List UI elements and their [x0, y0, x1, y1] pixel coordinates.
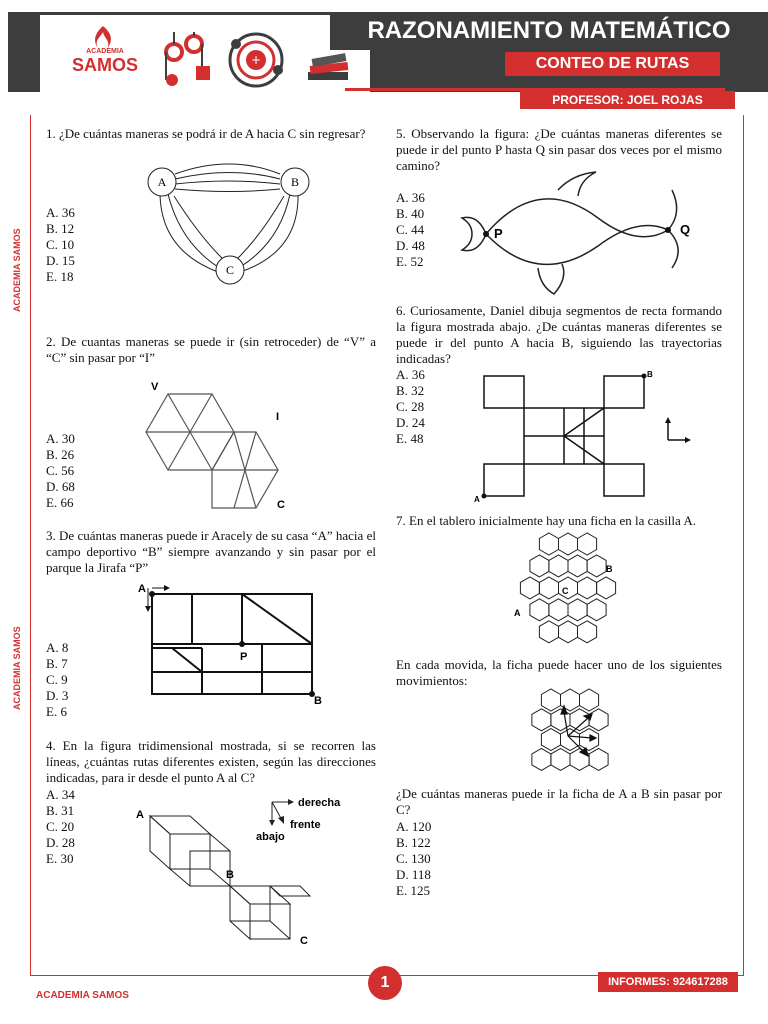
option: B. 26 — [46, 447, 75, 462]
option: C. 56 — [46, 463, 75, 478]
atom-icon — [226, 30, 286, 90]
option: C. 130 — [396, 851, 431, 866]
option: C. 44 — [396, 222, 425, 237]
point-label: C — [300, 935, 308, 947]
vertex-label: C — [277, 499, 285, 511]
hex-cell — [580, 689, 599, 711]
hex-cell — [578, 621, 597, 643]
page-number: 1 — [368, 966, 402, 1000]
option: B. 122 — [396, 835, 431, 850]
hex-cell — [559, 621, 578, 643]
option: B. 7 — [46, 656, 68, 671]
option: D. 68 — [46, 479, 75, 494]
vertex-label: I — [276, 411, 280, 423]
point-label: A — [474, 495, 480, 504]
hex-cell — [587, 599, 606, 621]
node-label: C — [225, 263, 235, 277]
hex-cell — [587, 555, 606, 577]
hex-cell — [532, 748, 551, 770]
option: D. 3 — [46, 688, 69, 703]
option: B. 40 — [396, 206, 425, 221]
question-2-options — [46, 431, 75, 511]
option: D. 24 — [396, 415, 425, 430]
point-label: A — [138, 583, 146, 595]
direction-label: derecha — [298, 797, 341, 809]
hex-cell — [589, 748, 608, 770]
direction-label: abajo — [256, 831, 285, 843]
question-3-text: 3. De cuántas maneras puede ir Aracely de su casa “A” hacia el campo deportivo “B” siempre avanzando y sin pasar por el parque la Jirafa “P” — [46, 528, 376, 575]
question-7-moves-text: En cada movida, la ficha puede hacer uno de los siguientes movimientos: — [396, 657, 722, 688]
professor-label: PROFESOR: JOEL ROJAS — [520, 91, 735, 109]
question-1-figure — [140, 162, 320, 287]
svg-text:+: + — [250, 53, 262, 67]
point-label: B — [226, 869, 234, 881]
question-2-text: 2. De cuantas maneras se puede ir (sin retroceder) de “V” a “C” sin pasar por “I” — [46, 334, 376, 365]
option: E. 18 — [46, 269, 74, 284]
hex-cell — [597, 577, 616, 599]
point-label: P — [494, 226, 503, 241]
footer-contact: INFORMES: 924617288 — [598, 972, 738, 992]
hex-cell — [530, 555, 549, 577]
logo-text: SAMOS — [71, 55, 138, 75]
hex-cell — [541, 729, 560, 751]
question-6-options — [396, 367, 425, 447]
hex-cell — [541, 689, 560, 711]
option: A. 36 — [396, 367, 425, 382]
hex-cell — [578, 533, 597, 555]
question-5-options — [396, 190, 425, 270]
option: A. 36 — [46, 205, 75, 220]
hex-cell — [580, 729, 599, 751]
question-5-figure — [458, 168, 708, 298]
question-6-figure — [470, 368, 700, 504]
question-3-options — [46, 640, 68, 720]
option: E. 125 — [396, 883, 430, 898]
point-label: B — [314, 695, 322, 707]
option: B. 32 — [396, 383, 425, 398]
option: D. 48 — [396, 238, 425, 253]
question-1-options — [46, 205, 75, 285]
question-3-figure — [138, 582, 328, 707]
page-subtitle: CONTEO DE RUTAS — [505, 52, 720, 76]
vertex-label: V — [151, 381, 159, 393]
point-label: P — [240, 651, 248, 663]
hex-cell — [530, 599, 549, 621]
question-7-text: 7. En el tablero inicialmente hay una ficha en la casilla A. — [396, 513, 696, 528]
question-2-figure — [145, 380, 295, 510]
question-6-text: 6. Curiosamente, Daniel dibuja segmentos de recta formando la figura mostrada abajo. ¿De cuántas maneras diferentes se puede ir del punto A hacia B, siguiendo las trayectorias indicadas? — [396, 303, 722, 366]
option: C. 20 — [46, 819, 75, 834]
option: A. 120 — [396, 819, 432, 834]
pulley-icon — [160, 30, 220, 90]
hex-cell — [520, 577, 539, 599]
hex-cell — [568, 599, 587, 621]
point-label: Q — [680, 222, 691, 237]
hex-cell — [561, 729, 580, 751]
node-label: A — [157, 175, 167, 189]
footer-academy: ACADEMIA SAMOS — [36, 990, 129, 1001]
option: E. 52 — [396, 254, 424, 269]
hex-cell — [539, 621, 558, 643]
direction-label: frente — [290, 819, 321, 831]
option: B. 12 — [46, 221, 75, 236]
hex-cell — [549, 555, 568, 577]
hex-cell — [539, 533, 558, 555]
hex-cell — [568, 555, 587, 577]
cell-label: C — [562, 586, 569, 596]
hex-cell — [578, 577, 597, 599]
option: E. 48 — [396, 431, 424, 446]
question-7-options — [396, 819, 431, 899]
cell-label: B — [606, 564, 613, 574]
point-label: B — [647, 370, 653, 379]
side-label-top: ACADEMIA SAMOS — [12, 228, 22, 312]
logo-small-text: ACADEMIA — [86, 48, 124, 55]
option: A. 8 — [46, 640, 69, 655]
hex-cell — [549, 599, 568, 621]
question-4-text: 4. En la figura tridimensional mostrada, si se recorren las líneas, ¿cuántas rutas diferentes existen, según las direcciones indicadas, para ir desde el punto A al C? — [46, 738, 376, 785]
hex-cell — [589, 709, 608, 731]
option: D. 15 — [46, 253, 75, 268]
books-icon — [306, 52, 352, 82]
option: A. 30 — [46, 431, 75, 446]
option: D. 28 — [46, 835, 75, 850]
hex-board-figure — [498, 530, 638, 654]
option: C. 10 — [46, 237, 75, 252]
option: E. 30 — [46, 851, 74, 866]
option: E. 6 — [46, 704, 67, 719]
cell-label: A — [514, 608, 521, 618]
option: A. 34 — [46, 787, 75, 802]
option: B. 31 — [46, 803, 75, 818]
option: E. 66 — [46, 495, 74, 510]
flame-icon — [88, 24, 118, 50]
page-title: RAZONAMIENTO MATEMÁTICO — [330, 12, 768, 50]
question-4-figure — [130, 796, 360, 956]
option: C. 28 — [396, 399, 425, 414]
hex-moves-figure — [520, 690, 620, 774]
hex-cell — [532, 709, 551, 731]
question-5-text: 5. Observando la figura: ¿De cuántas maneras diferentes se puede ir del punto P hasta Q sin pasar dos veces por el mismo camino? — [396, 126, 722, 173]
hex-cell — [559, 533, 578, 555]
question-7-question: ¿De cuántas maneras puede ir la ficha de A a B sin pasar por C? — [396, 786, 722, 817]
question-4-options — [46, 787, 75, 867]
question-1-text: 1. ¿De cuántas maneras se podrá ir de A hacia C sin regresar? — [46, 126, 366, 141]
side-label-bottom: ACADEMIA SAMOS — [12, 626, 22, 710]
option: A. 36 — [396, 190, 425, 205]
hex-cell — [539, 577, 558, 599]
option: C. 9 — [46, 672, 68, 687]
hex-cell — [551, 748, 570, 770]
option: D. 118 — [396, 867, 431, 882]
point-label: A — [136, 809, 144, 821]
node-label: B — [290, 175, 300, 189]
